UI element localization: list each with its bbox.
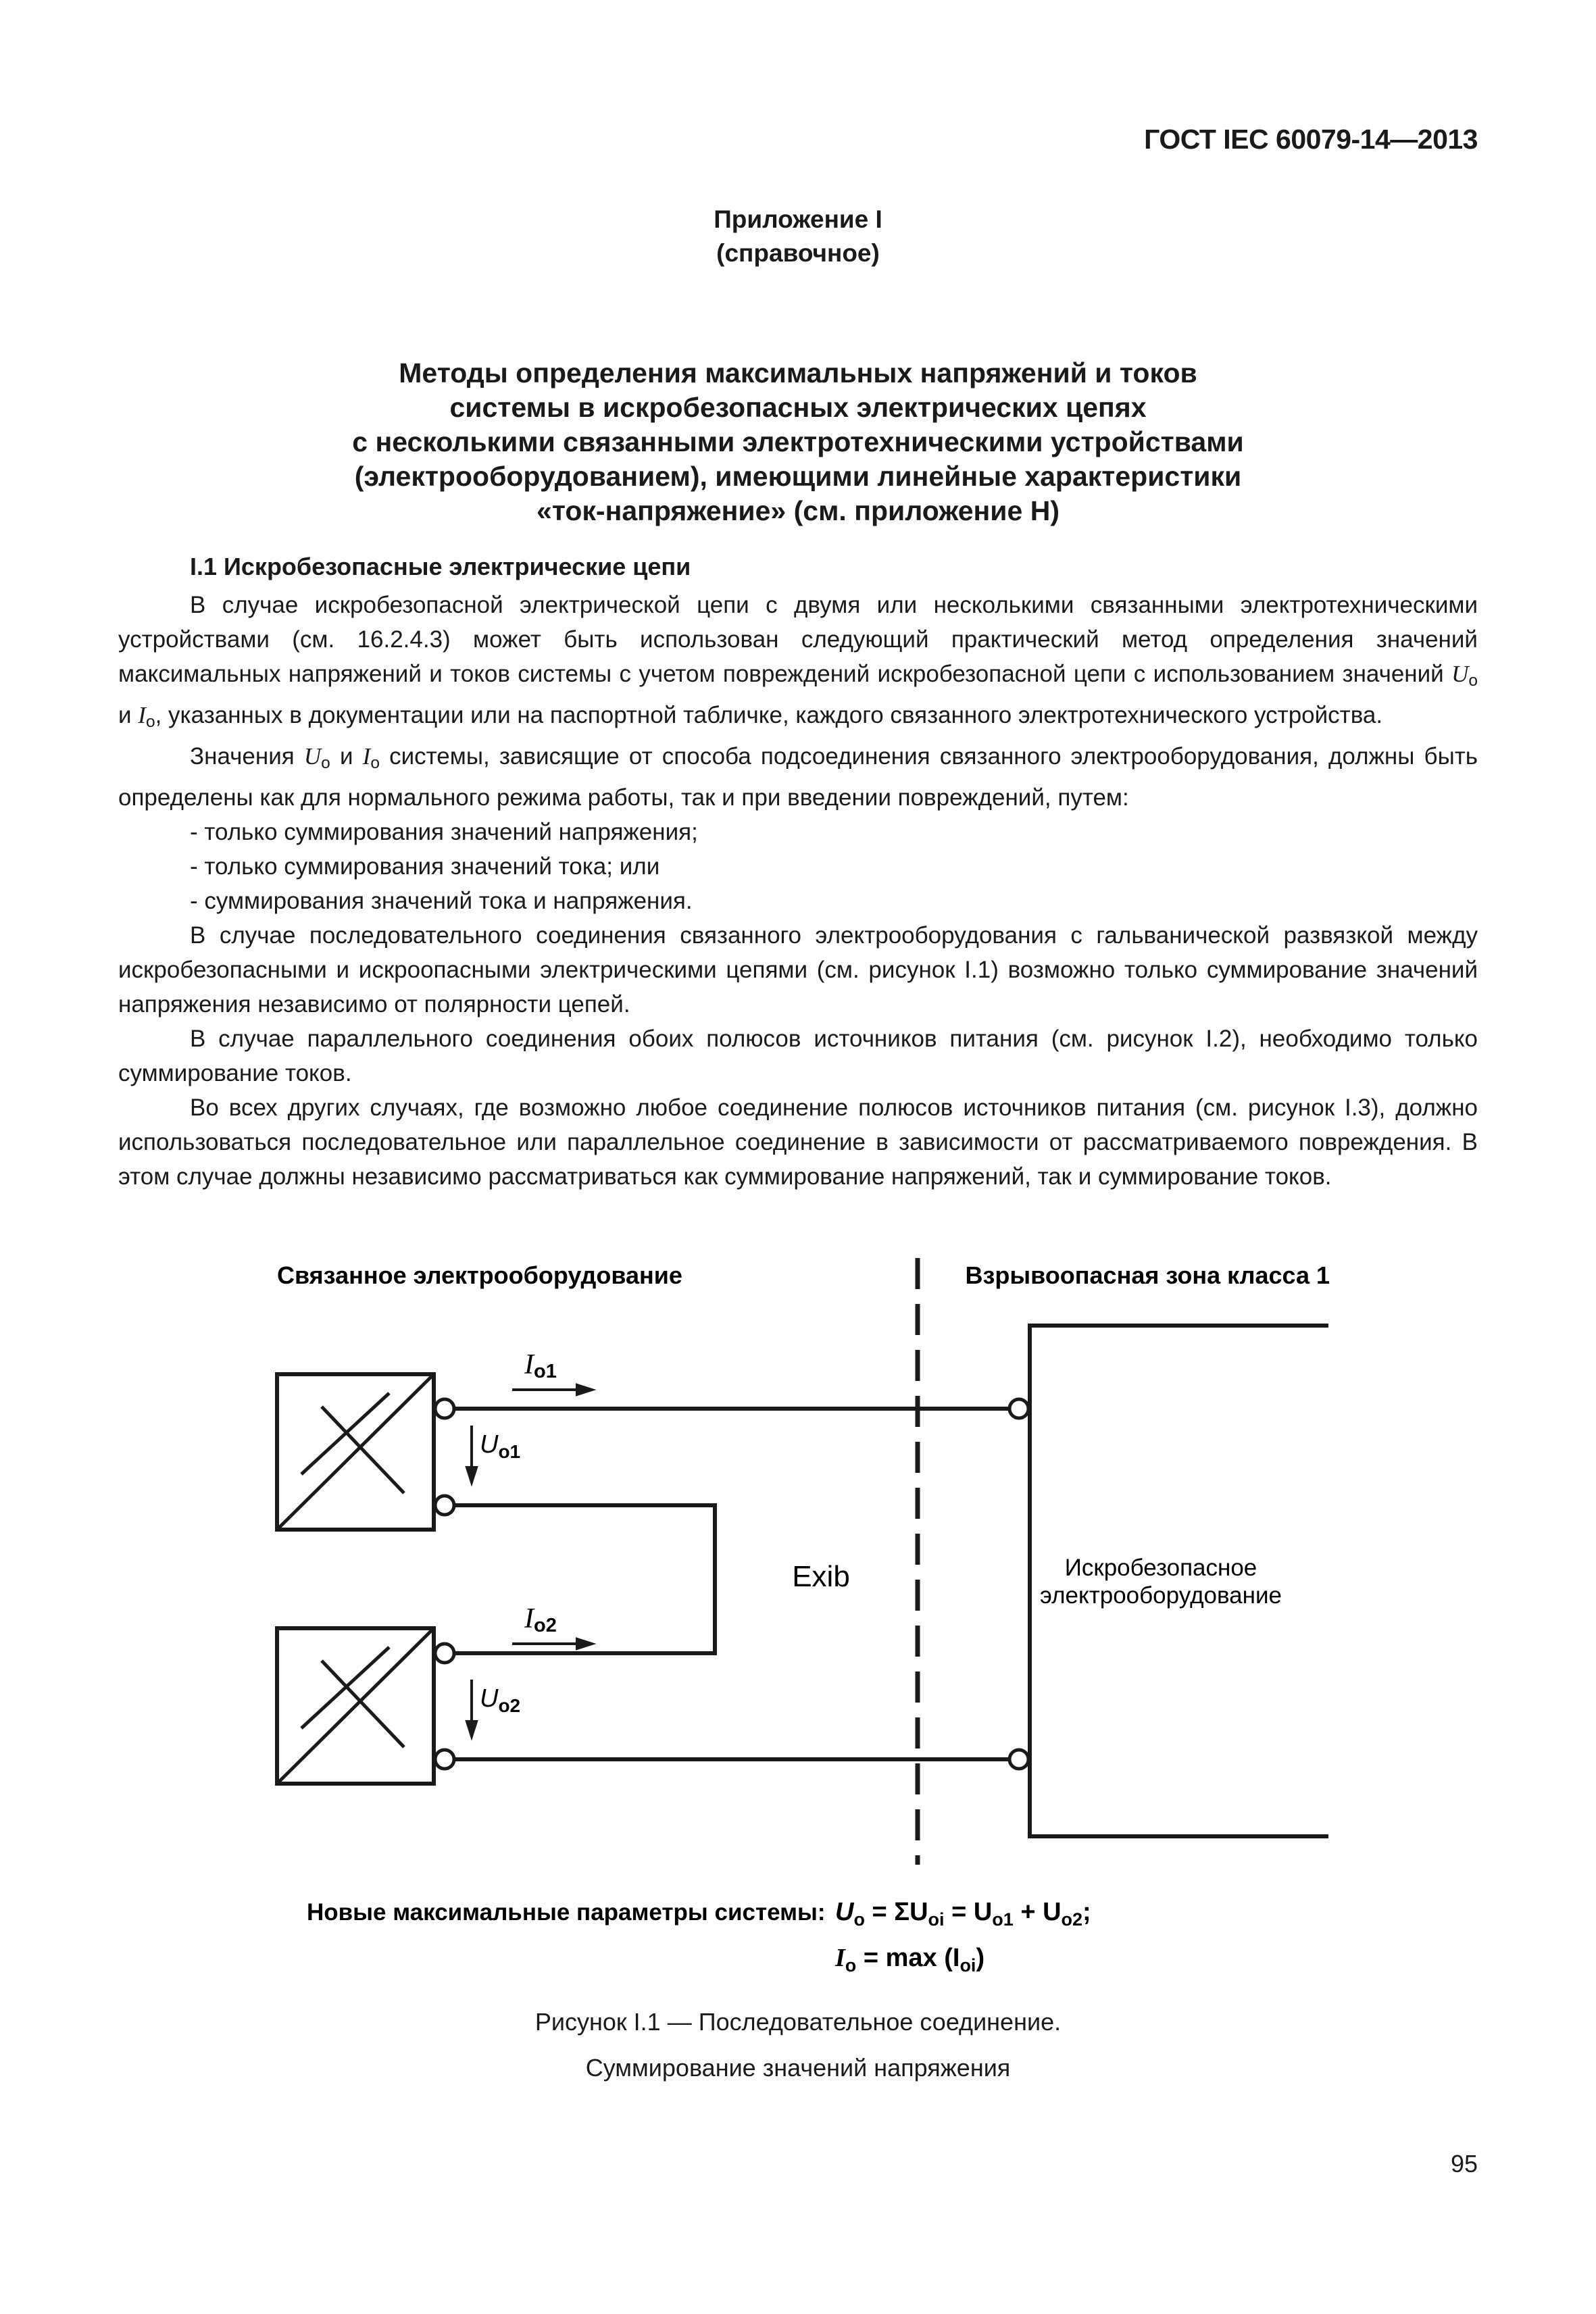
associated-apparatus-1	[277, 1374, 434, 1530]
section-heading: I.1 Искробезопасные электрические цепи	[190, 553, 691, 580]
intrinsically-safe-apparatus-box	[1030, 1326, 1328, 1836]
current-equation: $I_o = \max (I_{oi})$	[835, 1944, 985, 1976]
title-line: с несколькими связанными электротехническими устройствами	[352, 426, 1244, 457]
body-text	[118, 588, 1478, 1194]
left-zone-label: Связанное электрооборудование	[277, 1261, 682, 1289]
params-label: Новые максимальные параметры системы:	[307, 1899, 826, 1926]
paragraph-5: Во всех других случаях, где возможно любое соединение полюсов источников питания (см. рисунок I.3), должно использоваться последовательное или параллельное соединение в зависимости от рассматриваемого повреждения. В этом случае должны независимо рассматриваться как суммирование напряжений, так и суммирование токов.	[118, 1095, 1478, 1190]
voltage-label-1: $U_{o1}$	[480, 1430, 521, 1462]
appendix-title	[0, 356, 1596, 528]
right-zone-label: Взрывоопасная зона класса 1	[965, 1261, 1330, 1289]
current-label-2: Io2	[524, 1603, 557, 1636]
paragraph-2: Значения $U_o$ и $I_o$ системы, зависящие от способа подсоединения связанного электрооборудования, должны быть определены как для нормального режима работы, так и при введении повреждений, путем:	[118, 743, 1478, 811]
list-item: - только суммирования значений напряжения;	[190, 819, 698, 846]
associated-apparatus-2	[277, 1628, 434, 1784]
title-line: Методы определения максимальных напряжений и токов	[399, 357, 1197, 388]
appendix-kind: (справочное)	[716, 239, 880, 267]
paragraph-3: В случае последовательного соединения связанного электрооборудования с гальванической развязкой между искробезопасными и искроопасными электрическими цепями (см. рисунок I.1) возможно только суммирование значений напряжения независимо от полярности цепей.	[118, 922, 1478, 1018]
terminals	[435, 1399, 1028, 1769]
appendix-number: Приложение I	[714, 205, 882, 233]
list-item: - только суммирования значений тока; или	[190, 853, 660, 880]
list-item: - суммирования значений тока и напряжения.	[190, 888, 693, 915]
paragraph-4: В случае параллельного соединения обоих полюсов источников питания (см. рисунок I.2), необходимо только суммирование токов.	[118, 1026, 1478, 1087]
voltage-label-2: $U_{o2}$	[480, 1684, 521, 1716]
title-line: (электрооборудованием), имеющими линейные характеристики	[354, 461, 1242, 492]
wiring	[455, 1409, 1008, 1759]
voltage-equation: $U_o = \Sigma U_{oi} = U_{o1} + U_{o2}$;	[835, 1898, 1091, 1930]
page-number: 95	[1450, 2150, 1478, 2178]
paragraph-1: В случае искробезопасной электрической цепи с двумя или несколькими связанными электротехническими устройствами (см. 16.2.4.3) может быть использован следующий практический метод определения значений максимальных напряжений и токов системы с учетом повреждений искробезопасной цепи с использованием значений $U_o$ и $I_o$, указанных в документации или на паспортной табличке, каждого связанного электротехнического устройства.	[118, 592, 1478, 732]
figure-caption-subtitle: Суммирование значений напряжения	[585, 2054, 1011, 2082]
current-label-1: Io1	[524, 1349, 557, 1382]
title-line: системы в искробезопасных электрических цепях	[449, 392, 1147, 423]
device-label-line-1: Искробезопасное	[1064, 1555, 1257, 1581]
device-label-line-2: электрооборудование	[1040, 1582, 1282, 1609]
appendix-label	[0, 203, 1596, 270]
title-line: «ток-напряжение» (см. приложение H)	[537, 495, 1059, 526]
protection-level-label: Exib	[792, 1560, 850, 1593]
document-header: ГОСТ IEC 60079-14—2013	[1144, 124, 1478, 155]
circuit-diagram	[0, 1243, 1596, 1986]
figure-caption: Рисунок I.1 — Последовательное соединение.	[534, 2008, 1062, 2036]
